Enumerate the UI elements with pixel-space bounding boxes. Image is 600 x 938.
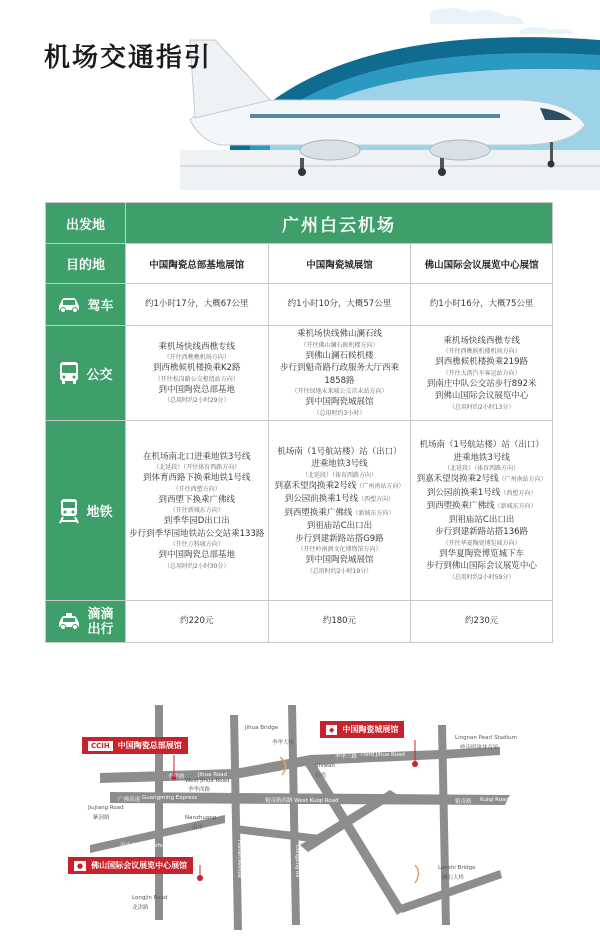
venue-name-2: 中国陶瓷城展馆: [342, 725, 399, 734]
header-banner: [0, 0, 600, 190]
cell-inline-note: （广州南站方向）: [498, 476, 547, 484]
label-longjin: Longjin Road: [132, 895, 168, 901]
didi-row: [46, 601, 553, 643]
cell-line: 进乘地铁3号线: [311, 459, 368, 469]
origin-row: [46, 203, 553, 244]
drive-label: 驾车: [87, 299, 114, 314]
cell-line: 到中国陶瓷城展馆: [305, 555, 374, 565]
cell-line: 到公园前换乘1号线（西塱方向）: [284, 494, 395, 504]
cell-inline-note: （西塱方向）: [500, 489, 537, 497]
cell-note: （开往万科城方向）: [169, 541, 224, 548]
destination-1: 中国陶瓷总部基地展馆: [125, 244, 268, 284]
cell-note: （开往松岗路公交枢纽站方向）: [154, 375, 239, 383]
cell-line: 到佛山国际会议展览中心: [434, 391, 529, 401]
cell-line: 机场南（1号航站楼）站（出口）: [419, 440, 544, 451]
taxi-icon: [57, 613, 81, 631]
venue-logo-2: ◆: [326, 725, 337, 735]
cell-note: （北延段）（体育西路方向）: [444, 465, 520, 473]
bus-label-cell: [46, 326, 126, 421]
destination-2: 中国陶瓷城展馆: [268, 244, 411, 284]
cell-note: （开往新城东方向）: [169, 507, 224, 514]
cell-line: 在机场南北口进乘地铁3号线: [143, 451, 251, 462]
label-jiujiang: Jiujiang Road: [88, 805, 124, 811]
cell-line: 到祖庙站C出口出: [448, 514, 515, 525]
didi-cell-3: 约230元: [411, 601, 553, 643]
label-west-jihua: West Jihua Road: [185, 778, 230, 784]
cell-inline-note: （广州南站方向）: [356, 482, 405, 490]
cell-line: 到西塱下换乘广佛线: [158, 494, 235, 505]
metro-cell-2: [268, 421, 411, 601]
venue-logo-3: ●: [74, 861, 86, 871]
label-jihua-west: 季华西路: [188, 787, 211, 793]
cell-line: 到祖庙站C出口出: [306, 521, 373, 531]
label-guanghua: 广佛高速: [118, 797, 141, 803]
cell-note: （开往西樵候机楼机场方向）: [442, 348, 521, 355]
ccih-logo: CCIH: [88, 741, 113, 751]
bus-label: 公交: [86, 367, 113, 383]
cell-inline-note: （新城东方向）: [494, 503, 537, 511]
metro-label: 地铁: [86, 505, 113, 520]
cell-line: 乘机场快线佛山澜石线: [296, 329, 382, 340]
cell-note: （总用时约2小时29分）: [164, 397, 230, 405]
cell-line: 步行到季华园地铁站公交站乘133路: [129, 528, 265, 539]
cell-note: （北延段）（体育西路方向）: [301, 471, 377, 479]
didi-label-line1: 滴滴: [87, 606, 114, 622]
metro-cell-1: [125, 421, 268, 601]
cell-line: 乘机场快线西樵专线: [443, 335, 520, 346]
cell-line: 到南庄中队公交站步行892米: [426, 378, 537, 389]
cell-note: （开往佛山澜石候机楼方向）: [300, 341, 379, 349]
cell-inline-note: （西塱方向）: [358, 496, 395, 503]
label-jihua-bridge-cn: 季华大桥: [272, 740, 295, 746]
label-longjin-cn: 龙津路: [132, 905, 149, 911]
label-jiujiang-cn: 紫洞路: [93, 815, 110, 821]
cell-line: 步行到魁奇路行政服务大厅西乘1858路: [279, 363, 399, 386]
venue-name-1: 中国陶瓷总部展馆: [117, 741, 182, 750]
cell-note: （开往华夏陶瓷博览城方向）: [442, 539, 521, 547]
venue-flag-ceramics-hq[interactable]: [82, 737, 188, 754]
cell-note: （开往西樵樵机场方向）: [163, 354, 230, 362]
label-kuiqi-en: Kuiqi Road: [480, 797, 509, 803]
didi-label-cell: [46, 601, 126, 643]
venue-flag-ceramics-city[interactable]: [320, 721, 404, 738]
cell-line: 步行到建新路站搭136路: [435, 527, 529, 538]
cell-line: 到中国陶瓷城展馆: [305, 397, 374, 408]
label-lingnan-stadium: Lingnan Pearl Stadium: [455, 735, 517, 741]
label-nanzhuang-cn: 南庄: [192, 825, 204, 831]
car-icon: [57, 297, 81, 313]
cell-line: 到佛山澜石候机楼: [305, 350, 374, 361]
cell-note: （总用时约3小时）: [313, 409, 366, 417]
cell-line: 乘机场快线西樵专线: [158, 341, 235, 352]
cell-line: 到中国陶瓷总部基地: [158, 550, 235, 560]
cell-note: （总用时约2小时30分）: [164, 562, 230, 570]
label-lanshi-cn: 澜石大桥: [442, 875, 465, 881]
origin-label: 出发地: [46, 203, 126, 244]
didi-cell-2: 约180元: [268, 601, 411, 643]
didi-cell-1: 约220元: [125, 601, 268, 643]
cell-line: 到西塱换乘广佛线（新城东方向）: [284, 507, 395, 518]
cell-line: 到嘉禾望岗换乘2号线（广州南站方向）: [416, 474, 547, 485]
label-dongping: Dongping Rd: [294, 845, 300, 878]
label-jihua3-en: Third Jihua Road: [360, 752, 405, 758]
drive-cell-3: 约1小时16分，大概75公里: [411, 284, 553, 326]
destination-3: 佛山国际会议展览中心展馆: [411, 244, 553, 284]
cell-line: 步行到建新路站搭G9路: [295, 533, 384, 544]
label-lihua-road: 李华路: [168, 774, 185, 780]
cell-line: 到季华园D出口出: [163, 516, 230, 526]
drive-cell-1: 约1小时17分，大概67公里: [125, 284, 268, 326]
label-lingnan-stadium-cn: 岭南明珠体育馆: [460, 745, 499, 751]
label-shiwan: Shiwan: [315, 763, 335, 769]
metro-label-cell: [46, 421, 126, 601]
bus-row: [46, 326, 553, 421]
didi-label-line2: 出行: [87, 621, 114, 637]
label-lanshi: Lanshi Bridge: [438, 865, 476, 871]
cell-note: （开往大沥汽车客运站方向）: [442, 369, 521, 377]
label-jihua3: 季华三路: [335, 754, 358, 760]
label-guanghua-en: Guangming Express: [142, 795, 198, 801]
bus-icon: [58, 361, 80, 385]
metro-cell-3: [411, 421, 553, 601]
cell-line: 到公园前换乘1号线（西塱方向）: [426, 487, 537, 498]
label-kuiqi: 魁奇路: [455, 799, 472, 805]
label-nanzhuang: Nanzhuang: [185, 815, 217, 821]
cell-note: （开往西塱方向）: [172, 485, 221, 493]
label-foshan-ave: Foshan Avenue: [236, 840, 242, 878]
cell-line: 进乘地铁3号线: [453, 452, 510, 463]
bus-cell-1: [125, 326, 268, 421]
bus-cell-2: [268, 326, 411, 421]
metro-icon: [58, 498, 80, 524]
cell-line: 步行到佛山国际会议展览中心: [426, 561, 537, 572]
cell-line: 到西樵候机楼换乘K2路: [153, 363, 241, 374]
cell-line: 到西樵候机楼换乘219路: [435, 357, 529, 367]
label-jihua-rd: Jihua Road: [198, 772, 228, 778]
label-kuiqi-west: 魁奇路西路 West Kuiqi Road: [265, 798, 339, 804]
bus-cell-3: [411, 326, 553, 421]
cell-note: （总用时约2小时59分）: [448, 573, 515, 581]
metro-row: [46, 421, 553, 601]
transport-table: [45, 202, 553, 643]
didi-label: [87, 607, 113, 637]
cell-line: 到华夏陶瓷博览城下车: [439, 548, 525, 559]
label-shiwan-cn: 石湾: [315, 773, 327, 779]
cell-note: （开往绿地未来城公交首末站方向）: [291, 388, 388, 396]
drive-cell-2: 约1小时10分，大概57公里: [268, 284, 411, 326]
cell-line: 到体育西路下换乘地铁1号线: [143, 473, 251, 483]
destination-label: 目的地: [46, 244, 126, 284]
cell-inline-note: （新城东方向）: [352, 509, 395, 517]
label-nanhai: 南庄大道 Nanzhuang Road: [120, 843, 191, 849]
cell-note: （北延段）（开往体育西路方向）: [153, 464, 241, 471]
destination-row: [46, 244, 553, 284]
venue-flag-convention-center[interactable]: [68, 857, 193, 874]
cell-note: （总用时约2小时13分）: [448, 403, 515, 411]
airplane-illustration: [0, 0, 600, 190]
cell-note: （总用时约2小时19分）: [306, 567, 373, 575]
label-jihua-bridge: Jihua Bridge: [245, 725, 279, 731]
origin-airport: 广州白云机场: [125, 203, 552, 244]
cell-line: 机场南（1号航站楼）站（出口）: [277, 446, 402, 457]
cell-note: （开往岭南酒文化博物馆方向）: [297, 546, 382, 553]
cell-line: 到西塱换乘广佛线（新城东方向）: [426, 501, 537, 512]
drive-label-cell: [46, 284, 126, 326]
venue-name-3: 佛山国际会议展览中心展馆: [91, 861, 188, 870]
route-map: [60, 695, 540, 935]
page-title: 机场交通指引: [44, 43, 213, 73]
cell-line: 到中国陶瓷总部基地: [158, 384, 235, 395]
drive-row: [46, 284, 553, 326]
cell-line: 到嘉禾望岗换乘2号线（广州南站方向）: [274, 480, 405, 491]
